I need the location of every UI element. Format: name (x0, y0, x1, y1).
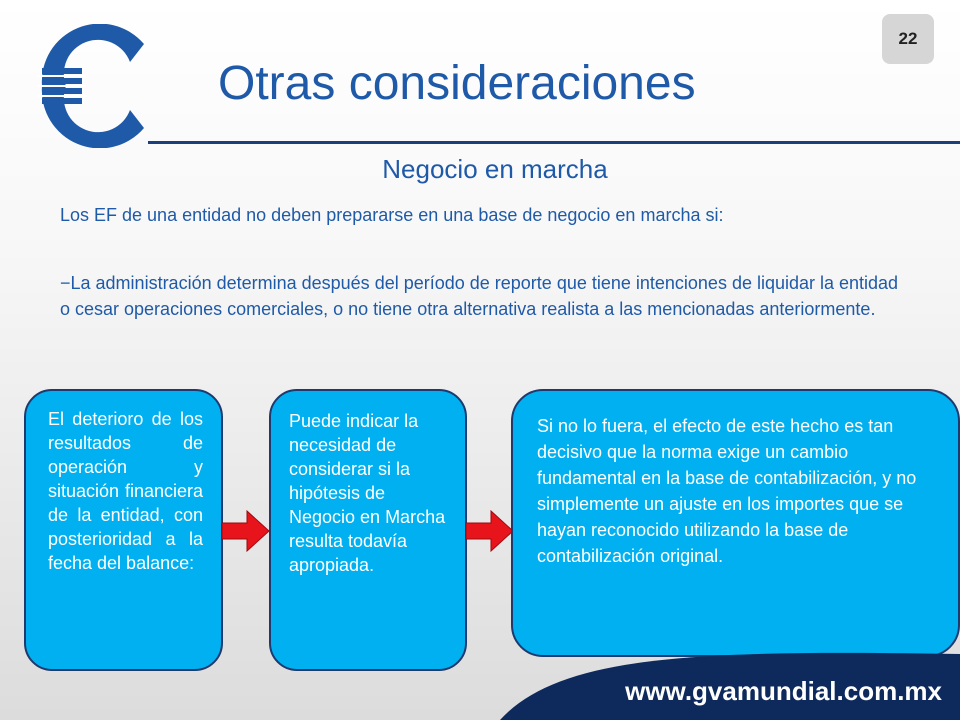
flow-box-basis-change: Si no lo fuera, el efecto de este hecho es tan decisivo que la norma exige un cambio fundamental en la base de contabilización, y no simplemente un ajuste en los importes que se hayan reconocido utilizando la base de contabilización original. (511, 389, 960, 657)
title-divider (148, 141, 960, 144)
slide-subtitle: Negocio en marcha (382, 154, 608, 184)
page-number: 22 (882, 14, 934, 64)
bullet-paragraph (60, 270, 910, 322)
flow-box-going-concern: Puede indicar la necesidad de considerar si la hipótesis de Negocio en Marcha resulta todavía apropiada. (269, 389, 467, 671)
bullet-marker: − (60, 273, 71, 293)
slide-title: Otras consideraciones (218, 57, 696, 110)
right-arrow-icon (221, 508, 271, 554)
flow-box-deterioration: El deterioro de los resultados de operación y situación financiera de la entidad, con posterioridad a la fecha del balance: (24, 389, 223, 671)
bullet-text: La administración determina después del período de reporte que tiene intenciones de liquidar la entidad o cesar operaciones comerciales, o no tiene otra alternativa realista a las mencionadas anteriormente. (60, 273, 899, 319)
intro-paragraph: Los EF de una entidad no deben prepararse en una base de negocio en marcha si: (60, 205, 724, 225)
right-arrow-icon (465, 508, 515, 554)
footer-website-link[interactable]: www.gvamundial.com.mx (625, 676, 942, 706)
logo-icon (38, 24, 148, 148)
